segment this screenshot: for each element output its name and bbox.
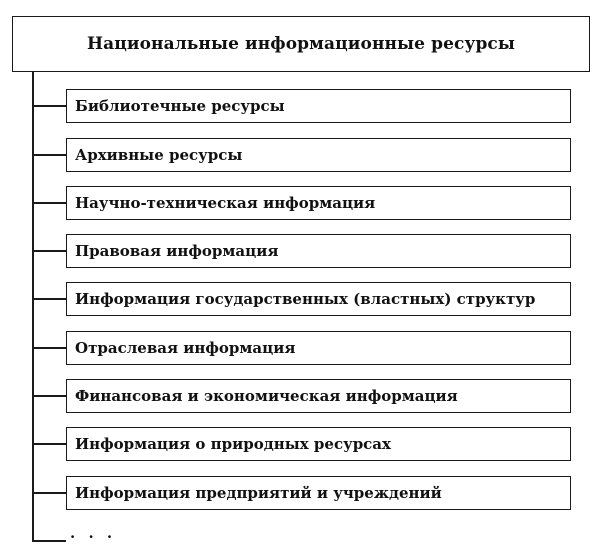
child-node-enterprise: [66, 476, 571, 510]
child-node-label: Информация о природных ресурсах: [75, 435, 391, 453]
continuation-connector: [33, 540, 66, 542]
child-node-natural: [66, 427, 571, 461]
child-node-legal: [66, 234, 571, 268]
child-node-label: Финансовая и экономическая информация: [75, 387, 458, 405]
child-node-label: Архивные ресурсы: [75, 146, 243, 164]
branch-connector: [33, 154, 66, 156]
branch-connector: [33, 492, 66, 494]
child-node-label: Правовая информация: [75, 242, 279, 260]
child-node-government: [66, 282, 571, 316]
child-node-label: Научно-техническая информация: [75, 194, 376, 212]
child-node-archive: [66, 138, 571, 172]
branch-connector: [33, 298, 66, 300]
child-node-library: [66, 89, 571, 123]
continuation-ellipsis: · · ·: [70, 528, 117, 546]
branch-connector: [33, 395, 66, 397]
child-node-label: Информация предприятий и учреждений: [75, 484, 442, 502]
child-node-label: Информация государственных (властных) структур: [75, 290, 536, 308]
child-node-label: Библиотечные ресурсы: [75, 97, 285, 115]
tree-trunk-line: [32, 72, 34, 542]
branch-connector: [33, 347, 66, 349]
branch-connector: [33, 202, 66, 204]
child-node-financial: [66, 379, 571, 413]
root-node: [12, 16, 590, 72]
branch-connector: [33, 250, 66, 252]
branch-connector: [33, 105, 66, 107]
child-node-label: Отраслевая информация: [75, 339, 296, 357]
branch-connector: [33, 443, 66, 445]
child-node-scientific: [66, 186, 571, 220]
child-node-industry: [66, 331, 571, 365]
root-node-label: Национальные информационные ресурсы: [86, 34, 516, 54]
